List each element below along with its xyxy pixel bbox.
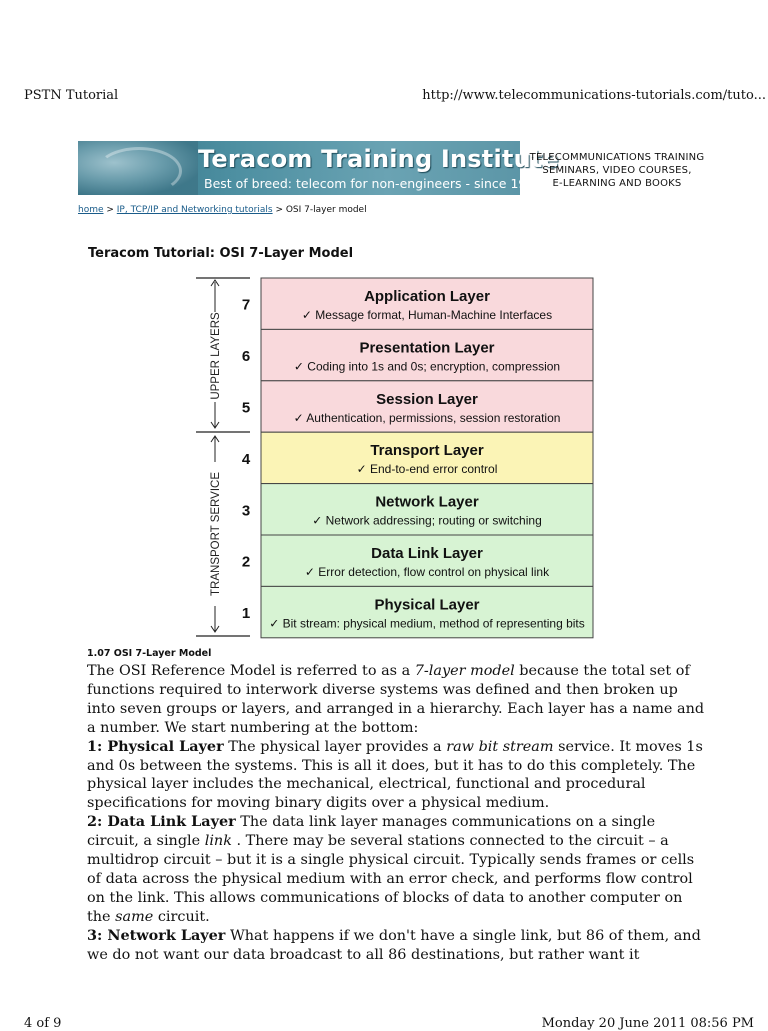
banner-side-text xyxy=(526,151,708,190)
text-emphasis: 7-layer model xyxy=(414,663,515,679)
layer-rows xyxy=(242,278,593,638)
layer-name-7: Application Layer xyxy=(364,288,490,305)
banner-side-line: TELECOMMUNICATIONS TRAINING xyxy=(529,152,705,163)
print-footer-date: Monday 20 June 2011 08:56 PM xyxy=(541,1016,754,1031)
transport-service-label: TRANSPORT SERVICE xyxy=(210,472,222,596)
text-run: because the total set of functions required to interwork diverse systems was defined and then broken up into seven groups or layers, and arranged in a hierarchy. Each layer has a name and a number. We start numbering at the bottom: xyxy=(87,663,705,736)
breadcrumb-section-link[interactable]: IP, TCP/IP and Networking tutorials xyxy=(116,205,273,215)
layer-description-3: ✓ Network addressing; routing or switching xyxy=(312,513,542,528)
print-header-title: PSTN Tutorial xyxy=(24,88,119,103)
layer-name-4: Transport Layer xyxy=(370,442,484,460)
text-emphasis: same xyxy=(115,908,154,925)
breadcrumb-current: OSI 7-layer model xyxy=(285,205,367,215)
text-run: service. It moves 1s and 0s between the systems. This is all it does, but it has to do this completely. The physical layer includes the mechanical, electrical, functional and procedural specifications for moving binary digits over a physical medium. xyxy=(87,738,703,812)
banner-swirl-ring xyxy=(96,147,182,195)
layer-number-7: 7 xyxy=(241,296,251,314)
layer-number-2: 2 xyxy=(241,553,251,571)
banner-title: Teracom Training Institute xyxy=(198,145,560,173)
text-run: . There may be several stations connected to the circuit – a multidrop circuit – but it is a single physical circuit. Typically sends frames or cells of data across the physical medium with an error check, and performs flow control on the link. This allows communications of blocks of data to another computer on the xyxy=(87,833,695,925)
page-title: Teracom Tutorial: OSI 7-Layer Model xyxy=(88,246,354,261)
teracom-banner[interactable] xyxy=(78,141,560,195)
layer-number-1: 1 xyxy=(241,605,251,623)
upper-layers-label: UPPER LAYERS xyxy=(210,312,222,400)
text-run: What happens if we don't have a single link, but 86 of them, and we do not want our data broadcast to all 86 destinations, but rather want it xyxy=(87,927,701,963)
layer-number-4: 4 xyxy=(241,450,251,468)
layer-number-6: 6 xyxy=(241,348,251,366)
print-footer-page: 4 of 9 xyxy=(24,1016,62,1031)
article-body xyxy=(87,662,707,965)
layer-name-1: Physical Layer xyxy=(374,596,480,614)
layer-number-5: 5 xyxy=(241,399,251,417)
layer-heading: 1: Physical Layer xyxy=(87,737,224,755)
breadcrumb-separator: > xyxy=(103,205,117,215)
layer-heading: 3: Network Layer xyxy=(87,926,226,944)
layer-name-3: Network Layer xyxy=(375,493,479,511)
layer-name-2: Data Link Layer xyxy=(371,545,483,562)
layer-description-7: ✓ Message format, Human-Machine Interfaces xyxy=(301,308,553,322)
intro-paragraph xyxy=(87,662,707,738)
text-run: The data link layer manages communications on a single circuit, a single xyxy=(87,814,656,850)
layer-number-3: 3 xyxy=(241,502,251,520)
text-run: circuit. xyxy=(153,908,210,925)
osi-layer-diagram xyxy=(190,272,600,644)
layer-heading: 2: Data Link Layer xyxy=(87,813,236,831)
text-emphasis: raw bit stream xyxy=(446,738,554,755)
text-run: The physical layer provides a xyxy=(223,738,447,755)
breadcrumb xyxy=(78,205,367,215)
banner-side-line: E-LEARNING AND BOOKS xyxy=(552,178,682,189)
layer-name-6: Presentation Layer xyxy=(359,339,495,357)
layer-description-4: ✓ End-to-end error control xyxy=(356,462,498,477)
physical-layer-paragraph xyxy=(87,738,707,814)
figure-caption: 1.07 OSI 7-Layer Model xyxy=(87,648,212,659)
breadcrumb-separator: > xyxy=(272,205,286,215)
breadcrumb-home-link[interactable]: home xyxy=(78,205,104,215)
print-header-url: http://www.telecommunications-tutorials.com/tuto... xyxy=(422,88,766,103)
banner-side-line: SEMINARS, VIDEO COURSES, xyxy=(542,165,692,176)
layer-description-5: ✓ Authentication, permissions, session restoration xyxy=(293,410,561,425)
network-layer-paragraph xyxy=(87,927,707,965)
text-run: The OSI Reference Model is referred to as a xyxy=(87,663,415,679)
layer-name-5: Session Layer xyxy=(376,390,478,408)
data-link-layer-paragraph xyxy=(87,813,707,926)
layer-description-6: ✓ Coding into 1s and 0s; encryption, compression xyxy=(293,359,561,374)
layer-description-1: ✓ Bit stream: physical medium, method of representing bits xyxy=(269,616,585,631)
layer-description-2: ✓ Error detection, flow control on physical link xyxy=(304,565,550,579)
banner-subtitle: Best of breed: telecom for non-engineers - since 1992 xyxy=(204,176,543,191)
text-emphasis: link xyxy=(204,833,232,850)
